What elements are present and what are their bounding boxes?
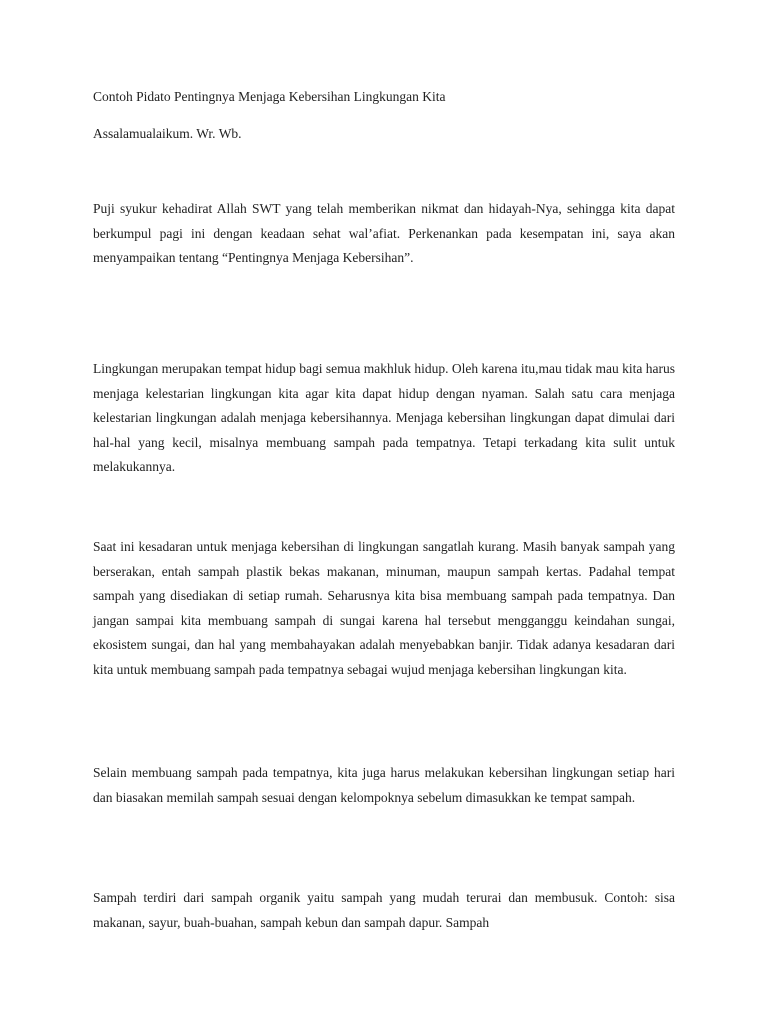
document-title: Contoh Pidato Pentingnya Menjaga Kebersihan Lingkungan Kita: [93, 89, 446, 104]
paragraph-awareness: Saat ini kesadaran untuk menjaga kebersihan di lingkungan sangatlah kurang. Masih banyak sampah yang berserakan, entah sampah plastik bekas makanan, minuman, maupun sampah kertas. Padahal tempat sampah yang disediakan di setiap rumah. Seharusnya kita bisa membuang sampah pada tempatnya. Dan jangan sampai kita membuang sampah di sungai karena hal tersebut mengganggu keindahan sungai, ekosistem sungai, dan hal yang membahayakan adalah menyebabkan banjir. Tidak adanya kesadaran dari kita untuk membuang sampah pada tempatnya sebagai wujud menjaga kebersihan lingkungan kita.: [93, 539, 675, 677]
paragraph-opening: Puji syukur kehadirat Allah SWT yang telah memberikan nikmat dan hidayah-Nya, sehingga kita dapat berkumpul pagi ini dengan keadaan sehat wal’afiat. Perkenankan pada kesempatan ini, saya akan menyampaikan tentang “Pentingnya Menjaga Kebersihan”.: [93, 201, 675, 265]
paragraph-sorting: Selain membuang sampah pada tempatnya, kita juga harus melakukan kebersihan lingkungan setiap hari dan biasakan memilah sampah sesuai dengan kelompoknya sebelum dimasukkan ke tempat sampah.: [93, 765, 675, 805]
greeting: Assalamualaikum. Wr. Wb.: [93, 126, 242, 141]
paragraph-environment: Lingkungan merupakan tempat hidup bagi semua makhluk hidup. Oleh karena itu,mau tidak mau kita harus menjaga kelestarian lingkungan kita agar kita dapat hidup dengan nyaman. Salah satu cara menjaga kelestarian lingkungan adalah menjaga kebersihannya. Menjaga kebersihan lingkungan dapat dimulai dari hal-hal yang kecil, misalnya membuang sampah pada tempatnya. Tetapi terkadang kita sulit untuk melakukannya.: [93, 361, 675, 474]
paragraph-organic-waste: Sampah terdiri dari sampah organik yaitu sampah yang mudah terurai dan membusuk. Contoh: sisa makanan, sayur, buah-buahan, sampah kebun dan sampah dapur. Sampah: [93, 890, 675, 930]
